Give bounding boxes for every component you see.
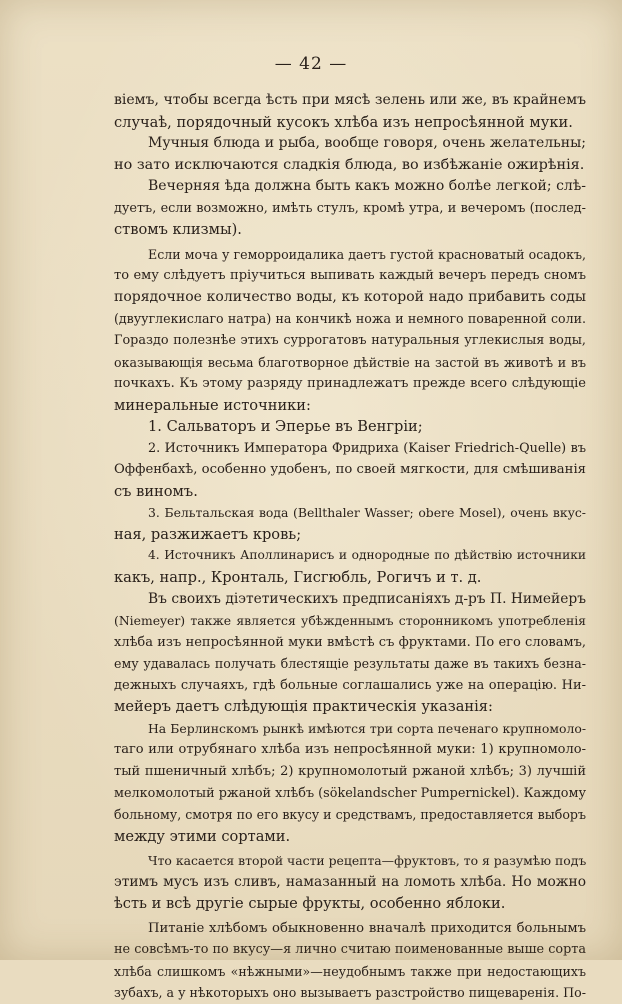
text-line: ему удавалась получать блестящіе результаты даже въ такихъ безна- xyxy=(114,656,586,672)
text-line: мелкомолотый ржаной хлѣбъ (sökelandscher Pumpernickel). Каждому xyxy=(114,785,586,801)
text-line: Питаніе хлѣбомъ обыкновенно вначалѣ приходится больнымъ xyxy=(148,920,586,936)
text-line: случаѣ, порядочный кусокъ хлѣба изъ непросѣянной муки. xyxy=(114,113,573,131)
text-line: хлѣба слишкомъ «нѣжными»—неудобнымъ также при недостающихъ xyxy=(114,963,586,979)
text-line: зубахъ, а у нѣкоторыхъ оно вызываетъ разстройство пищеваренія. По- xyxy=(114,985,586,1001)
text-line: тый пшеничный хлѣбъ; 2) крупномолотый ржаной хлѣбъ; 3) лучшій xyxy=(114,763,586,779)
text-line: 3. Бельтальская вода (Bellthaler Wasser; obere Mosel), очень вкус- xyxy=(148,505,586,521)
text-line: больному, смотря по его вкусу и средствамъ, предоставляется выборъ xyxy=(114,807,586,823)
text-line: Въ своихъ діэтетическихъ предписаніяхъ д-ръ П. Нимейеръ xyxy=(148,590,586,607)
text-line: минеральные источники: xyxy=(114,396,311,414)
text-line: (Niemeyer) также является убѣжденнымъ сторонникомъ употребленія xyxy=(114,613,586,629)
text-line: ѣсть и всѣ другіе сырые фрукты, особенно яблоки. xyxy=(114,895,506,913)
text-line: съ виномъ. xyxy=(114,482,198,500)
text-line: хлѣба изъ непросѣянной муки вмѣстѣ съ фруктами. По его словамъ, xyxy=(114,634,586,650)
text-line: Что касается второй части рецепта—фруктовъ, то я разумѣю подъ xyxy=(148,853,587,869)
text-line: какъ, напр., Кронталь, Гисгюбль, Рогичъ и т. д. xyxy=(114,569,482,587)
text-line: то ему слѣдуетъ пріучиться выпивать каждый вечеръ передъ сномъ xyxy=(114,268,586,284)
text-line: Оффенбахѣ, особенно удобенъ, по своей мягкости, для смѣшиванія xyxy=(114,462,586,478)
text-line: (двууглекислаго натра) на кончикѣ ножа и немного поваренной соли. xyxy=(114,311,586,327)
text-line: ствомъ клизмы). xyxy=(114,221,242,239)
text-line: дежныхъ случаяхъ, гдѣ больные соглашались уже на операцію. Ни- xyxy=(114,677,586,693)
text-line: между этими сортами. xyxy=(114,827,291,845)
text-line: Если моча у геморроидалика даетъ густой красноватый осадокъ, xyxy=(148,246,586,262)
page-number: — 42 — xyxy=(274,54,348,74)
text-line: почкахъ. Къ этому разряду принадлежатъ прежде всего слѣдующіе xyxy=(114,376,586,392)
text-line: 2. Источникъ Императора Фридриха (Kaiser Friedrich-Quelle) въ xyxy=(148,440,586,456)
text-line: но зато исключаются сладкія блюда, во избѣжаніе ожирѣнія. xyxy=(114,156,585,173)
text-line: мейеръ даетъ слѣдующія практическія указанія: xyxy=(114,698,493,716)
text-line: дуетъ, если возможно, имѣть стулъ, кромѣ утра, и вечеромъ (послед- xyxy=(114,200,586,216)
text-line: Мучныя блюда и рыба, вообще говоря, очень желательны; xyxy=(148,135,586,152)
text-line: 1. Сальваторъ и Эперье въ Венгріи; xyxy=(148,418,423,436)
text-line: Гораздо полезнѣе этихъ суррогатовъ натуральныя углекислыя воды, xyxy=(114,333,586,349)
text-line: 4. Источникъ Аполлинарисъ и однородные по дѣйствію источники xyxy=(148,548,586,563)
text-line: порядочное количество воды, къ которой надо прибавить соды xyxy=(114,288,586,305)
body-text xyxy=(114,90,586,1004)
text-line: віемъ, чтобы всегда ѣсть при мясѣ зелень или же, въ крайнемъ xyxy=(114,92,586,108)
text-line: этимъ мусъ изъ сливъ, намазанный на ломоть хлѣба. Но можно xyxy=(114,873,586,890)
text-line: ная, разжижаетъ кровь; xyxy=(114,525,302,543)
text-line: На Берлинскомъ рынкѣ имѣются три сорта печенаго крупномоло- xyxy=(148,720,586,736)
text-line: оказывающія весьма благотворное дѣйствіе на застой въ животѣ и въ xyxy=(114,354,586,370)
text-line: таго или отрубянаго хлѣба изъ непросѣянной муки: 1) крупномоло- xyxy=(114,742,586,758)
text-line: не совсѣмъ-то по вкусу—я лично считаю поименованные выше сорта xyxy=(114,942,586,958)
text-line: Вечерняя ѣда должна быть какъ можно болѣе легкой; слѣ- xyxy=(148,178,586,195)
